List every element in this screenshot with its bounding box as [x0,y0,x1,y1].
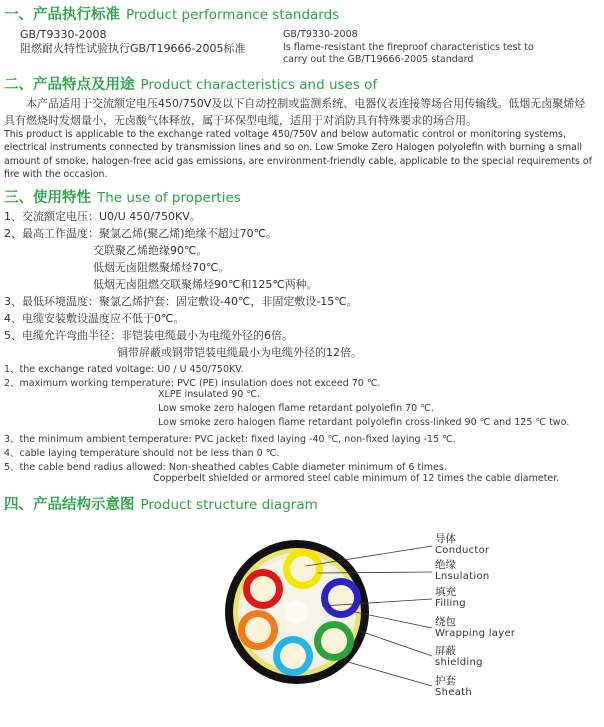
label-sheath-cn: 护套 [435,675,456,687]
core-yellow-conductor [290,556,316,582]
core-cyan-conductor [280,643,306,669]
core-blue-conductor [328,585,354,611]
section-2-title-en: Product characteristics and uses of [140,77,378,93]
section-3-title-en: The use of properties [97,190,241,206]
section-1-title-en: Product performance standards [126,7,340,23]
core-red-conductor [250,576,276,602]
characteristics-paragraph-cn: 本产品适用于交流额定电压450/750V及以下自动控制或监测系统、电器仪表连接等场合用传输线。低烟无卤聚烯烃具有燃烧时发烟量小，无卤酸气体释放，属于环保型电缆，适用于对消防具有特殊要求的场合用。 [4,97,586,127]
label-wrapping-cn: 绕包 [435,616,456,628]
label-filling [435,586,466,610]
characteristics-paragraph-en: This product is applicable to the exchange rated voltage 450/750V and below automatic control or monitoring systems, electrical instruments connected by transmission lines and so on. Low Smoke Zero Halogen polyolefin with burning a small amount of smoke, halogen-free acid gas emissions, are environment-friendly cable, applicable to the special requirements of fire with the occasion. [4,129,592,180]
property-en-2d: Low smoke zero halogen flame retardant polyolefin cross-linked 90 ℃ and 125 ℃ two. [158,417,570,428]
section-1-title-cn: 一、产品执行标准 [4,7,120,23]
property-cn-4: 4、电缆安装敷设温度应不低于0℃。 [4,312,185,325]
property-cn-5: 5、电缆允许弯曲半径：非铠装电缆最小为电缆外径的6倍。 [4,329,293,342]
property-cn-2: 2、最高工作温度：聚氯乙烯(聚乙烯)绝缘不超过70℃。 [4,227,277,240]
property-en-2: 2、maximum working temperature: PVC (PE) insulation does not exceed 70 ℃. [4,378,381,389]
label-wrapping [435,616,515,640]
label-shielding-en: shielding [435,657,483,668]
core-green-conductor [321,628,347,654]
section-3-title-cn: 三、使用特性 [4,190,91,206]
property-en-2c: Low smoke zero halogen flame retardant polyolefin 70 ℃. [158,403,434,414]
section-2-title-cn: 二、产品特点及用途 [4,77,135,93]
property-en-3: 3、the minimum ambient temperature: PVC jacket: fixed laying -40 ℃, non-fixed laying -15 ℃. [4,434,456,445]
property-cn-2c: 低烟无卤阻燃聚烯烃70℃。 [93,261,230,274]
label-conductor [435,533,489,557]
property-en-4: 4、cable laying temperature should not be less than 0 ℃. [4,448,280,459]
section-4-title-en: Product structure diagram [140,497,318,513]
property-en-1: 1、the exchange rated voltage: U0 / U 450/750KV. [4,364,244,375]
label-shielding [435,645,483,669]
leader-sheath [348,662,432,686]
center-filler [285,600,309,624]
label-shielding-cn: 屏蔽 [435,645,456,657]
property-cn-5b: 铜带屏蔽或钢带铠装电缆最小为电缆外径的12倍。 [117,346,362,359]
property-cn-3: 3、最低环境温度：聚氯乙烯护套：固定敷设-40℃，非固定敷设-15℃。 [4,295,358,308]
label-wrapping-en: Wrapping layer [435,628,516,639]
property-cn-1: 1、交流额定电压：U0/U 450/750KV。 [4,210,201,223]
property-cn-2d: 低烟无卤阻燃交联聚烯烃90℃和125℃两种。 [93,278,318,291]
label-insulation-en: Lnsulation [435,571,490,582]
label-insulation-cn: 绝缘 [435,559,456,571]
standard-en-2: Is flame-resistant the fireproof characteristics test to [283,42,534,53]
section-4-title-cn: 四、产品结构示意图 [4,497,135,513]
label-insulation [435,559,490,583]
standard-en-3: carry out the GB/T19666-2005 standard [283,54,474,65]
standard-en-1: GB/T9330-2008 [283,29,358,40]
label-filling-en: Filling [435,598,466,609]
leader-shielding [360,631,432,656]
label-filling-cn: 填充 [435,586,456,598]
property-cn-2b: 交联聚乙烯绝缘90℃。 [93,244,208,257]
label-sheath [435,675,472,699]
core-orange-conductor [245,617,271,643]
standard-cn-1: GB/T9330-2008 [20,28,107,41]
label-conductor-en: Conductor [435,545,490,556]
label-conductor-cn: 导体 [435,533,456,545]
property-en-5b: Copperbelt shielded or armored steel cable minimum of 12 times the cable diameter. [153,473,560,484]
property-en-5: 5、the cable bend radius allowed: Non-sheathed cables Cable diameter minimum of 6 times. [4,462,447,473]
label-sheath-en: Sheath [435,687,473,698]
property-en-2b: XLPE insulated 90 ℃. [158,389,261,400]
standard-cn-2: 阻燃耐火特性试验执行GB/T19666-2005标准 [20,42,246,55]
